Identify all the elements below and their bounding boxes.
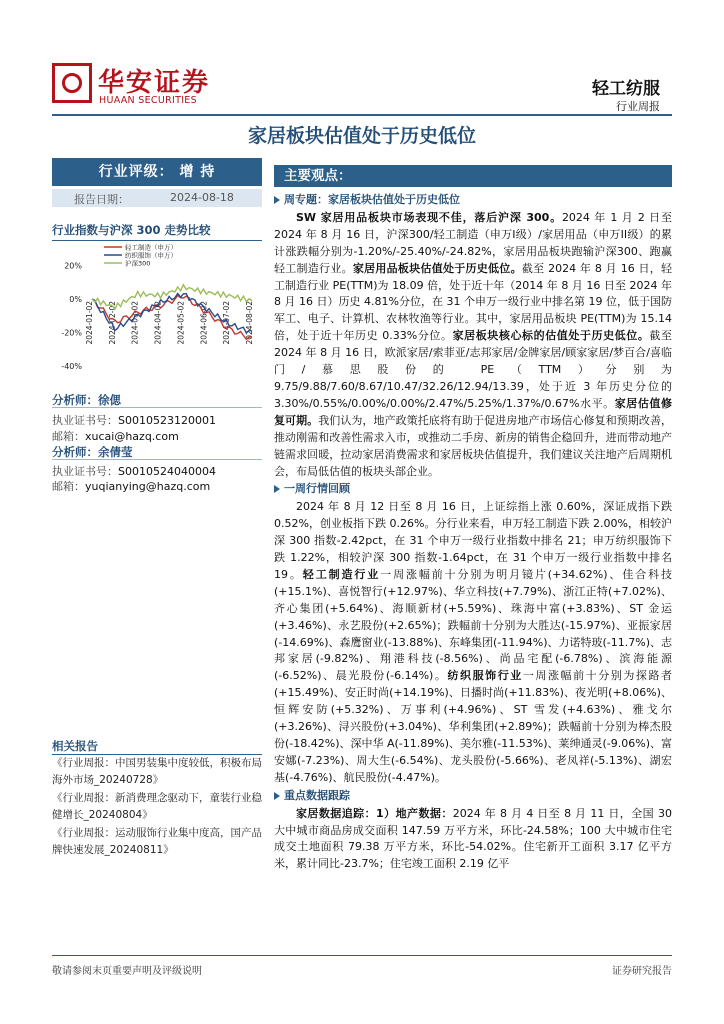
analyst-2-cert [52, 463, 216, 479]
body-text: 2024 年 1 月 2 日至 2024 年 8 月 16 日，沪深300/轻工制造（申万I级）/家居用品（申万II级）的累计涨跌幅分别为-1.20%/-25.40%/-24.82%，家居用品板块跑输沪深300、跑赢轻工制造行业。 [274, 210, 672, 275]
section-title-text: 一周行情回顾 [284, 482, 350, 496]
x-tick-label: 2024-07-02 [222, 300, 232, 345]
body-text: 2024 年 8 月 12 日至 8 月 16 日，上证综指上涨 0.60%，深证成指下跌 0.52%，创业板指下跌 0.26%。分行业来看，申万轻工制造下跌 2.00%，相较沪深 300 指数-2.42pct，在 31 个申万一级行业指数中排名 21；申万纺织服饰下跌 1.22%，相较沪深 300 指数-1.64pct，在 31 个申万一级行业指数中排名 19。 [274, 500, 672, 581]
email-label: 邮箱： [52, 480, 85, 493]
footer-divider [52, 955, 672, 956]
legend-label: 沪深300 [125, 259, 151, 268]
analyst-1-cert [52, 412, 216, 428]
email-link[interactable]: yuqianying@hazq.com [85, 480, 211, 493]
section-body [274, 210, 672, 481]
section-body [274, 499, 672, 786]
related-report-item[interactable]: 《行业周报：新消费理念驱动下，童装行业稳健增长_20240804》 [52, 792, 262, 821]
report-date-value: 2024-08-18 [170, 191, 234, 204]
analyst-1-head: 分析师：徐偲 [52, 393, 121, 407]
related-reports-title: 相关报告 [52, 739, 98, 753]
header-divider [52, 114, 672, 116]
main-content [274, 191, 672, 873]
x-tick-label: 2024-08-02 [245, 300, 254, 345]
body-highlight: 家居数据追踪：1）地产数据： [296, 806, 453, 820]
section-title [274, 481, 672, 498]
chart-title: 行业指数与沪深 300 走势比较 [52, 223, 211, 237]
page-title: 家居板块估值处于历史低位 [247, 125, 476, 147]
section-bullet-icon [274, 792, 280, 800]
section-title-text: 周专题：家居板块估值处于历史低位 [284, 193, 460, 206]
related-report-item[interactable]: 《行业周报：运动服饰行业集中度高，国产品牌快速发展_20240811》 [52, 827, 262, 856]
footer-label: 证券研究报告 [612, 966, 672, 977]
x-tick-label: 2024-01-02 [85, 300, 94, 345]
y-tick-label: 20% [64, 261, 82, 271]
analyst-2-email [52, 478, 210, 494]
cert-label: 执业证书号： [52, 414, 118, 427]
analyst-2-rule [52, 459, 262, 460]
email-label: 邮箱： [52, 430, 85, 443]
section-body [274, 806, 672, 874]
cert-value: S0010524040004 [118, 465, 216, 478]
footer-disclaimer[interactable]: 敬请参阅末页重要声明及评级说明 [52, 966, 202, 977]
y-tick-label: -20% [61, 328, 82, 338]
chart-svg [52, 241, 262, 381]
body-highlight: 家居板块核心标的估值处于历史低位。 [452, 329, 650, 343]
x-tick-label: 2024-04-02 [153, 300, 163, 345]
x-tick-label: 2024-05-02 [176, 300, 186, 345]
cert-label: 执业证书号： [52, 465, 118, 478]
body-highlight: 轻工制造行业 [302, 567, 381, 581]
section-title [274, 788, 672, 805]
report-date [52, 189, 262, 207]
body-text: 一周涨幅前十分别为明月镜片(+34.62%)、佳合科技(+15.1%)、喜悦智行(+12.97%)、华立科技(+7.79%)、浙江正特(+7.02%)、齐心集团(+5.64%)、海顺新材(+5.59%)、珠海中富(+3.83%)、ST 金运(+3.46%)、永艺股份(+2.65%)；跌幅前十分别为大胜达(-15.97%)、亚振家居(-14.69%)、森鹰窗业(-13.88%)、东峰集团(-11.94%)、力诺特玻(-11.7%)、志邦家居(-9.82%)、翔港科技(-8.56%)、尚品宅配(-6.78%)、滨海能源(-6.52%)、晨光股份(-6.14%)。 [274, 567, 673, 683]
report-date-label: 报告日期： [74, 193, 129, 206]
report-type: 行业周报 [616, 100, 660, 113]
y-tick-label: 0% [69, 294, 82, 304]
logo-text-en: HUAAN SECURITIES [99, 95, 197, 106]
body-highlight: SW 家居用品板块市场表现不佳，落后沪深 300。 [296, 210, 562, 224]
body-text: 截至 2024 年 8 月 16 日，轻工制造行业 PE(TTM)为 18.09 倍，处于近十年（2014 年 8 月 16 日至 2024 年 8 月 16 日）历史 4.81%分位，在 31 个申万一级行业中排名第 19 位，低于国防军工、电子、计算机、农林牧渔等行业。其中，家居用品板块 PE(TTM)为 15.14 倍，处于近十年历史 0.33%分位。 [274, 261, 672, 343]
email-link[interactable]: xucai@hazq.com [85, 430, 179, 443]
y-tick-label: -40% [61, 362, 82, 371]
logo-mark [52, 63, 92, 103]
section-title [274, 192, 672, 209]
x-tick-label: 2024-06-02 [199, 300, 209, 345]
body-text: 截至 2024 年 8 月 16 日，欧派家居/索菲亚/志邦家居/金牌家居/顾家家居/梦百合/喜临门/慕思股份的 PE（TTM）分别为 9.75/9.88/7.60/8.67/10.47/32.26/12.94/13.39，处于近 3 年历史分位的 3.30%/0.55%/0.00%/0.00%/2.47%/5.25%/1.37%/0.67%水平。 [274, 329, 673, 410]
related-reports-list [52, 755, 264, 860]
body-highlight: 纺织服饰行业 [447, 669, 523, 683]
section-bullet-icon [274, 196, 280, 204]
related-report-item[interactable]: 《行业周报：中国男装集中度较低，积极布局海外市场_20240728》 [52, 757, 262, 786]
analyst-1-email [52, 428, 179, 444]
section-bullet-icon [274, 485, 280, 493]
legend-label: 轻工制造（申万） [125, 243, 177, 252]
legend-label: 纺织服饰（申万） [125, 251, 177, 260]
analyst-2-head: 分析师：余倩莹 [52, 445, 133, 459]
body-text: 2024 年 8 月 4 日至 8 月 11 日，全国 30 大中城市商品房成交面积 147.59 万平方米，环比-24.58%；100 大中城市住宅成交土地面积 79.38 万平方米，环比-54.02%。住宅新开工面积 3.17 亿平方米，累计同比-23.7%；住宅竣工面积 2.19 亿平 [274, 806, 673, 871]
body-highlight: 家居用品板块估值处于历史低位。 [352, 261, 522, 275]
x-tick-label: 2024-03-02 [130, 300, 140, 345]
logo-text-cn: 华安证券 [98, 68, 211, 98]
industry-rating: 行业评级： 增 持 [52, 158, 262, 186]
cert-value: S0010523120001 [118, 414, 216, 427]
body-highlight: 家居估值修复可期。 [274, 396, 672, 427]
body-text: 一周涨幅前十分别为探路者(+15.49%)、安正时尚(+14.19%)、日播时尚(+11.83%)、夜光明(+8.06%)、恒辉安防(+5.32%)、万事利(+4.96%)、ST 雪发(+4.63%)、雅戈尔(+3.26%)、浔兴股份(+3.04%)、华利集团(+2.89%)；跌幅前十分别为棒杰股份(-18.42%)、深中华 A(-11.89%)、美尔雅(-11.53%)、莱绅通灵(-9.06%)、富安娜(-7.23%)、周大生(-6.54%)、龙头股份(-5.66%)、老凤祥(-5.13%)、湖宏基(-4.76%)、航民股份(-4.47%)。 [274, 669, 673, 784]
body-text: 我们认为，地产政策托底将有助于促进房地产市场信心修复和预期改善，推动刚需和改善性需求入市，或推动二手房、新房的销售企稳回升，进而带动地产链需求回暖，拉动家居消费需求和家居板块估值提升，我们建议关注地产后周期机会，布局低估值的板块头部企业。 [274, 413, 673, 478]
industry-category: 轻工纺服 [592, 79, 660, 99]
analyst-1-rule [52, 407, 262, 408]
index-trend-chart [52, 241, 262, 381]
main-points-header: 主要观点： [274, 165, 672, 187]
section-title-text: 重点数据跟踪 [284, 788, 350, 802]
x-tick-label: 2024-02-02 [107, 300, 117, 345]
